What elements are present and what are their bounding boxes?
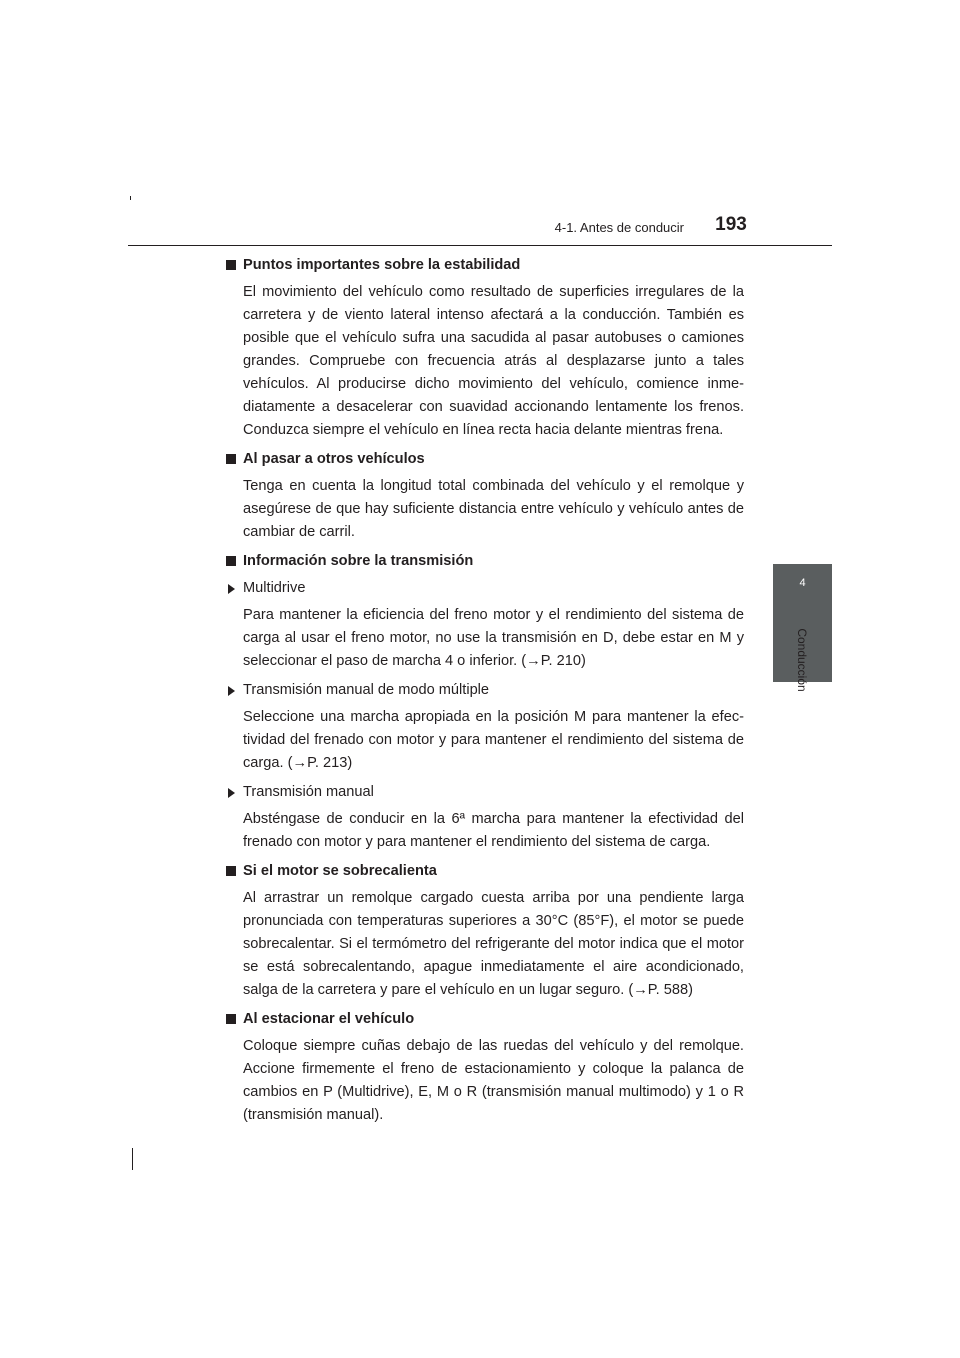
section-heading: Al pasar a otros vehículos bbox=[226, 448, 744, 471]
section-heading: Si el motor se sobrecalienta bbox=[226, 860, 744, 883]
header-section-title: 4-1. Antes de conducir bbox=[554, 220, 684, 235]
subsection-label: Transmisión manual bbox=[226, 781, 744, 804]
triangle-bullet-icon bbox=[228, 788, 235, 798]
square-bullet-icon bbox=[226, 1014, 236, 1024]
triangle-bullet-icon bbox=[228, 584, 235, 594]
triangle-bullet-icon bbox=[228, 686, 235, 696]
subsection-label: Multidrive bbox=[226, 577, 744, 600]
subsection-text: Absténgase de conducir en la 6ª marcha para mantener la efectividad del frenado con motor y para mantener el rendimiento del sistema de carga. bbox=[243, 811, 744, 850]
square-bullet-icon bbox=[226, 260, 236, 270]
section-heading: Al estacionar el vehículo bbox=[226, 1008, 744, 1031]
subsection-text: Para mantener la eficiencia del freno motor y el rendimiento del sistema de carga al usar el freno motor, no use la transmisión en D, debe estar en M y seleccionar el paso de marcha 4 o inferior. (→P. 210) bbox=[243, 607, 744, 669]
square-bullet-icon bbox=[226, 454, 236, 464]
subsection-label: Transmisión manual de modo múltiple bbox=[226, 679, 744, 702]
page-number: 193 bbox=[715, 214, 747, 235]
section-text: Al arrastrar un remolque cargado cuesta arriba por una pendiente larga pronunciada con temperaturas superiores a 30°C (85°F), el motor se puede sobrecalentar. Si el termómetro del refrigerante del motor indica que el motor se está sobrecalentando, apague inmediatamente el aire acondicionado, salga de la carretera y pare el vehículo en un lugar seguro. (→P. 588) bbox=[243, 890, 744, 998]
square-bullet-icon bbox=[226, 556, 236, 566]
chapter-number: 4 bbox=[799, 577, 806, 589]
section-text: Coloque siempre cuñas debajo de las ruedas del vehículo y del remolque. Accione firmemente el freno de estacionamiento y coloque la palanca de cambios en P (Multidrive), E, M o R (transmisión manual multimodo) y 1 o R (transmisión manual). bbox=[243, 1038, 744, 1123]
chapter-label: Conducción bbox=[795, 628, 809, 692]
square-bullet-icon bbox=[226, 866, 236, 876]
main-content bbox=[226, 254, 744, 1133]
section-heading: Información sobre la transmisión bbox=[226, 550, 744, 573]
subsection-text: Seleccione una marcha apropiada en la posición M para mantener la efec-tividad del frenado con motor y para mantener el rendimiento del sistema de carga. (→P. 213) bbox=[243, 709, 744, 771]
section-heading: Puntos importantes sobre la estabilidad bbox=[226, 254, 744, 277]
crop-mark bbox=[132, 1148, 133, 1170]
section-text: El movimiento del vehículo como resultado de superficies irregulares de la carretera y de viento lateral intenso afectará a la conducción. También es posible que el vehículo sufra una sacudida al pasar autobuses o camiones grandes. Compruebe con frecuencia atrás al desplazarse junto a tales vehículos. Al producirse dicho movimiento del vehículo, comience inme-diatamente a desacelerar con suavidad accionando lentamente los frenos. Conduzca siempre el vehículo en línea recta hacia delante mientras frena. bbox=[243, 284, 744, 438]
section-text: Tenga en cuenta la longitud total combinada del vehículo y el remolque y asegúrese de que hay suficiente distancia entre vehículo y vehículo antes de cambiar de carril. bbox=[243, 478, 744, 540]
crop-mark bbox=[130, 196, 131, 200]
header-divider bbox=[128, 245, 832, 246]
